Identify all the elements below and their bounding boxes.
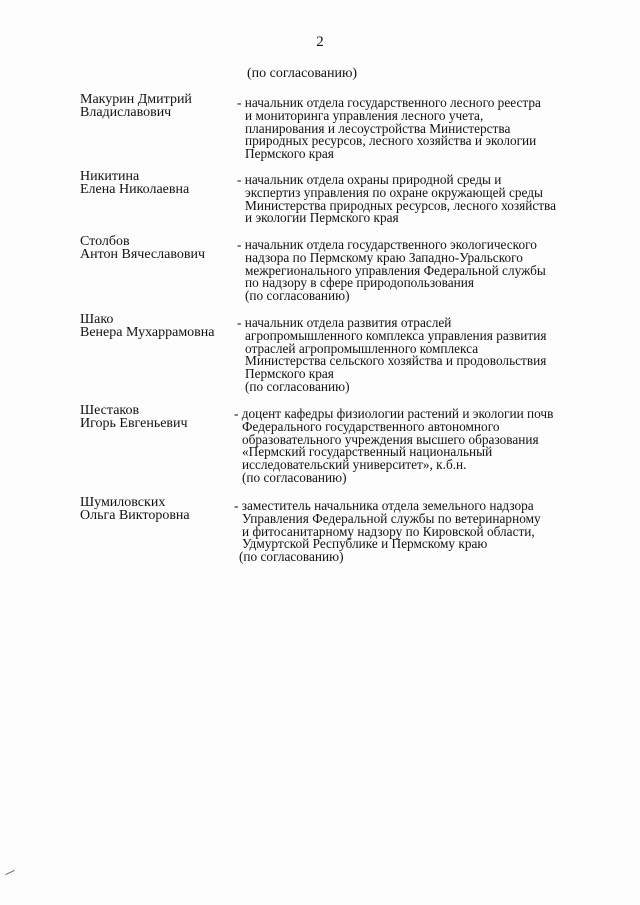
position-line: исследовательский университет», к.б.н.: [242, 457, 467, 473]
member-surname: Столбов: [80, 234, 130, 249]
position-line: - начальник отдела государственного лесного реестра: [237, 95, 541, 110]
member-surname: Шумиловских: [80, 495, 166, 510]
position-line: - начальник отдела развития отраслей: [237, 315, 452, 330]
position-line: природных ресурсов, лесного хозяйства и экологии: [245, 133, 537, 149]
position-line: отраслей агропромышленного комплекса: [245, 340, 479, 356]
page-number: 2: [316, 34, 324, 50]
member-given-names: Владиславович: [80, 105, 172, 120]
position-line: и фитосанитарному надзору по Кировской области,: [242, 523, 535, 539]
position-line: - заместитель начальника отдела земельного надзора: [234, 498, 534, 513]
member-given-names: Елена Николаевна: [80, 182, 190, 197]
top-approval-note: (по согласованию): [247, 66, 358, 81]
position-line: образовательного учреждения высшего образования: [242, 431, 539, 447]
position-line: планирования и лесоустройства Министерства: [245, 120, 511, 136]
member-position: [237, 97, 632, 161]
member-name: [80, 313, 240, 339]
position-line: Федерального государственного автономного: [242, 418, 500, 434]
position-line: (по согласованию): [242, 469, 347, 485]
position-line: «Пермский государственный национальный: [242, 444, 493, 460]
member-name: [80, 170, 240, 196]
position-line: (по согласованию): [245, 288, 350, 304]
member-name: [80, 235, 240, 261]
member-given-names: Ольга Викторовна: [80, 508, 190, 523]
position-line: Управления Федеральной службы по ветеринарному: [242, 510, 541, 526]
scan-mark: [5, 870, 14, 875]
position-line: и экологии Пермского края: [245, 210, 399, 226]
position-line: Удмуртской Республике и Пермскому краю: [242, 536, 488, 552]
member-name: [80, 496, 240, 522]
position-line: агропромышленного комплекса управления развития: [245, 327, 547, 343]
member-surname: Макурин Дмитрий: [80, 92, 192, 107]
position-line: и мониторинга управления лесного учета,: [245, 107, 484, 123]
member-surname: Шестаков: [80, 403, 140, 418]
member-given-names: Венера Мухаррамовна: [80, 325, 215, 340]
member-name: [80, 404, 240, 430]
position-line: Министерства природных ресурсов, лесного хозяйства: [245, 197, 557, 213]
position-line: - доцент кафедры физиологии растений и экологии почв: [234, 406, 554, 421]
member-surname: Никитина: [80, 169, 140, 184]
position-line: Пермского края: [245, 146, 334, 162]
member-given-names: Игорь Евгеньевич: [80, 416, 188, 431]
position-line: надзора по Пермскому краю Западно-Уральского: [245, 249, 523, 265]
position-line: Министерства сельского хозяйства и продовольствия: [245, 353, 547, 369]
position-line: по надзору в сфере природопользования: [245, 275, 475, 291]
member-position: [234, 500, 629, 564]
member-position: [234, 408, 629, 485]
member-given-names: Антон Вячеславович: [80, 247, 205, 262]
position-line: межрегионального управления Федеральной службы: [245, 262, 546, 278]
position-line: (по согласованию): [245, 378, 350, 394]
member-position: [237, 174, 632, 225]
member-name: [80, 93, 240, 119]
member-position: [237, 239, 632, 303]
member-surname: Шако: [80, 312, 114, 327]
position-line: Пермского края: [245, 366, 334, 382]
position-line: экспертиз управления по охране окружающей среды: [245, 184, 543, 200]
position-line: - начальник отдела государственного экологического: [237, 237, 537, 252]
member-position: [237, 317, 632, 394]
position-line: - начальник отдела охраны природной среды и: [237, 172, 502, 187]
position-line: (по согласованию): [239, 549, 344, 565]
